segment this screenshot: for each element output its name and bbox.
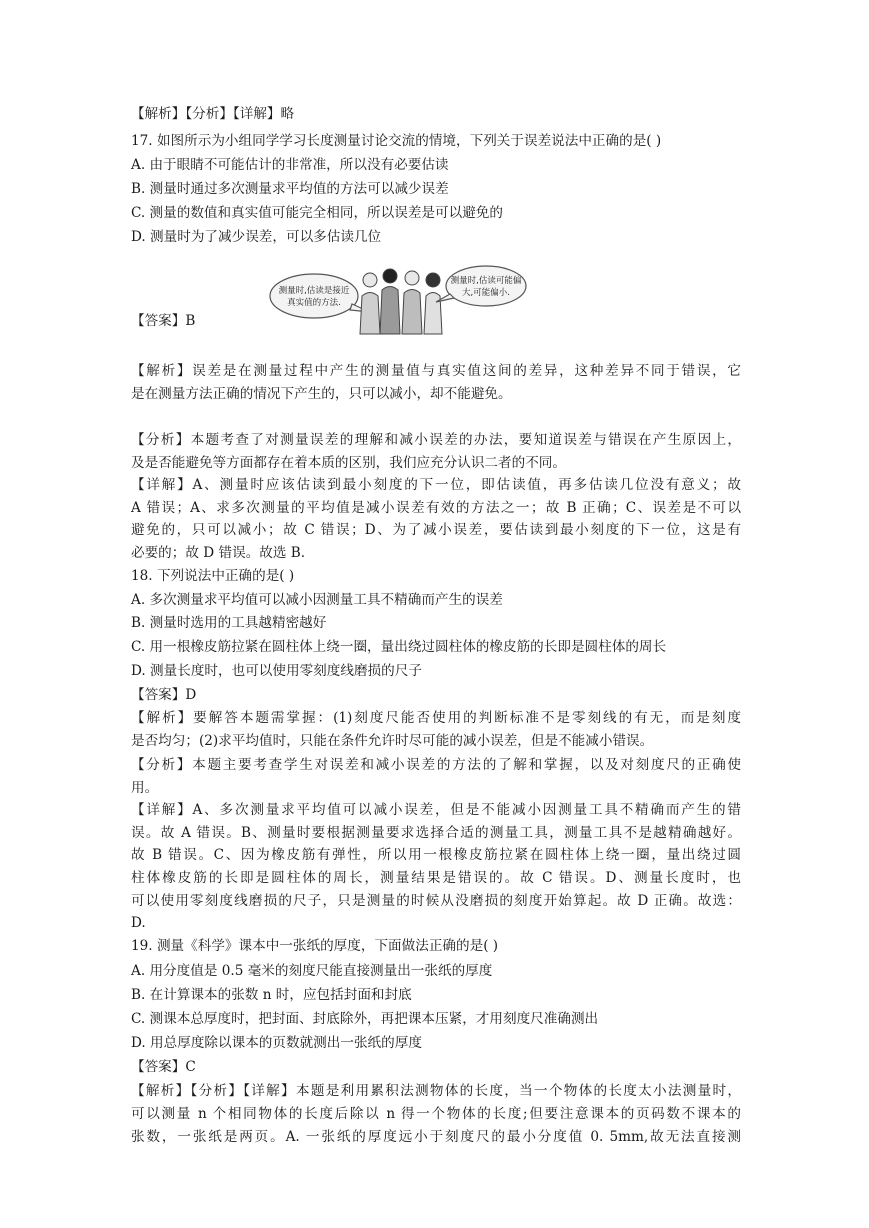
text-line: 可以使用零刻度线磨损的尺子，只是测量的时候从没磨损的刻度开始算起。故 D 正确。故选： [131, 893, 741, 909]
text-line: 故 B 错误。C、因为橡皮筋有弹性，所以用一根橡皮筋拉紧在圆柱体上绕一圈，量出绕过圆 [131, 847, 741, 863]
text-line: B. 在计算课本的张数 n 时，应包括封面和封底 [131, 987, 412, 1003]
right-bubble-line-1: 测量时,估读可能偏 [450, 276, 522, 286]
text-line: 【答案】D [131, 687, 197, 703]
text-line: D. [131, 915, 146, 931]
text-line: 可以测量 n 个相同物体的长度后除以 n 得一个物体的长度;但要注意课本的页码数不课本的 [131, 1106, 741, 1122]
text-line: 用。 [131, 780, 159, 796]
text-line: 【解析】【分析】【详解】本题是利用累积法测物体的长度，当一个物体的长度太小法测量时， [131, 1083, 741, 1099]
text-line: 误。故 A 错误。B、测量时要根据测量要求选择合适的测量工具，测量工具不是越精确越好。 [131, 825, 741, 841]
right-speech-bubble [436, 266, 526, 306]
text-line: A 错误；A、求多次测量的平均值是减小误差有效的方法之一；故 B 正确；C、误差是不可以 [131, 500, 741, 516]
left-speech-bubble [270, 274, 370, 318]
left-bubble-line-1: 测量时,估读是接近 [278, 286, 350, 296]
text-line: D. 测量长度时，也可以使用零刻度线磨损的尺子 [131, 663, 422, 679]
text-line: 19. 测量《科学》课本中一张纸的厚度，下面做法正确的是( ) [131, 938, 499, 954]
text-line: 是在测量方法正确的情况下产生的，只可以减小，却不能避免。 [131, 386, 512, 402]
text-line: 【详解】A、多次测量求平均值可以减小误差，但是不能减小因测量工具不精确而产生的错 [131, 802, 741, 818]
text-line: 18. 下列说法中正确的是( ) [131, 568, 295, 584]
text-line: 及是否能避免等方面都存在着本质的区别，我们应充分认识二者的不同。 [131, 455, 566, 471]
text-line: A. 由于眼睛不可能估计的非常准，所以没有必要估读 [131, 157, 449, 173]
text-line: 17. 如图所示为小组同学学习长度测量讨论交流的情境，下列关于误差说法中正确的是( ) [131, 133, 662, 149]
text-line: C. 测量的数值和真实值可能完全相同，所以误差是可以避免的 [131, 205, 503, 221]
text-line: 必要的；故 D 错误。故选 B. [131, 545, 306, 561]
text-line: 【详解】A、测量时应该估读到最小刻度的下一位，即估读值，再多估读几位没有意义；故 [131, 477, 741, 493]
text-line: B. 测量时选用的工具越精密越好 [131, 615, 327, 631]
right-bubble-line-2: 大,可能偏小. [462, 288, 510, 298]
left-bubble-line-2: 真实值的方法. [287, 298, 341, 308]
text-line: 【解析】误差是在测量过程中产生的测量值与真实值这间的差异，这种差异不同于错误，它 [131, 363, 741, 379]
text-line: 【分析】本题主要考查学生对误差和减小误差的方法的了解和掌握，以及对刻度尺的正确使 [131, 757, 741, 773]
text-line: 【分析】本题考查了对测量误差的理解和减小误差的办法，要知道误差与错误在产生原因上， [131, 432, 741, 448]
text-line: A. 多次测量求平均值可以减小因测量工具不精确而产生的误差 [131, 592, 503, 608]
text-line: 【答案】C [131, 1059, 196, 1075]
text-line: C. 测课本总厚度时，把封面、封底除外，再把课本压紧，才用刻度尺准确测出 [131, 1011, 599, 1027]
text-line: 【解析】要解答本题需掌握：(1)刻度尺能否使用的判断标准不是零刻线的有无，而是刻度 [131, 710, 741, 726]
text-line: 【答案】B [131, 313, 196, 329]
text-line: 张数，一张纸是两页。A. 一张纸的厚度远小于刻度尺的最小分度值 0. 5mm,故无法直接测 [131, 1129, 741, 1145]
text-line: C. 用一根橡皮筋拉紧在圆柱体上绕一圈，量出绕过圆柱体的橡皮筋的长即是圆柱体的周长 [131, 639, 667, 655]
text-line: B. 测量时通过多次测量求平均值的方法可以减少误差 [131, 181, 449, 197]
discussion-illustration [266, 262, 528, 336]
text-line: 柱体橡皮筋的长即是圆柱体的周长，测量结果是错误的。故 C 错误。D、测量长度时，也 [131, 870, 741, 886]
text-line: D. 测量时为了减少误差，可以多估读几位 [131, 229, 382, 245]
text-line: A. 用分度值是 0.5 毫米的刻度尺能直接测量出一张纸的厚度 [131, 963, 493, 979]
text-line: 【解析】【分析】【详解】略 [131, 106, 295, 122]
text-line: D. 用总厚度除以课本的页数就测出一张纸的厚度 [131, 1035, 422, 1051]
students-group [360, 269, 442, 334]
text-line: 是否均匀；(2)求平均值时，只能在条件允许时尽可能的减小误差，但是不能减小错误。 [131, 733, 654, 749]
text-line: 避免的，只可以减小；故 C 错误；D、为了减小误差，要估读到最小刻度的下一位，这是有 [131, 522, 741, 538]
